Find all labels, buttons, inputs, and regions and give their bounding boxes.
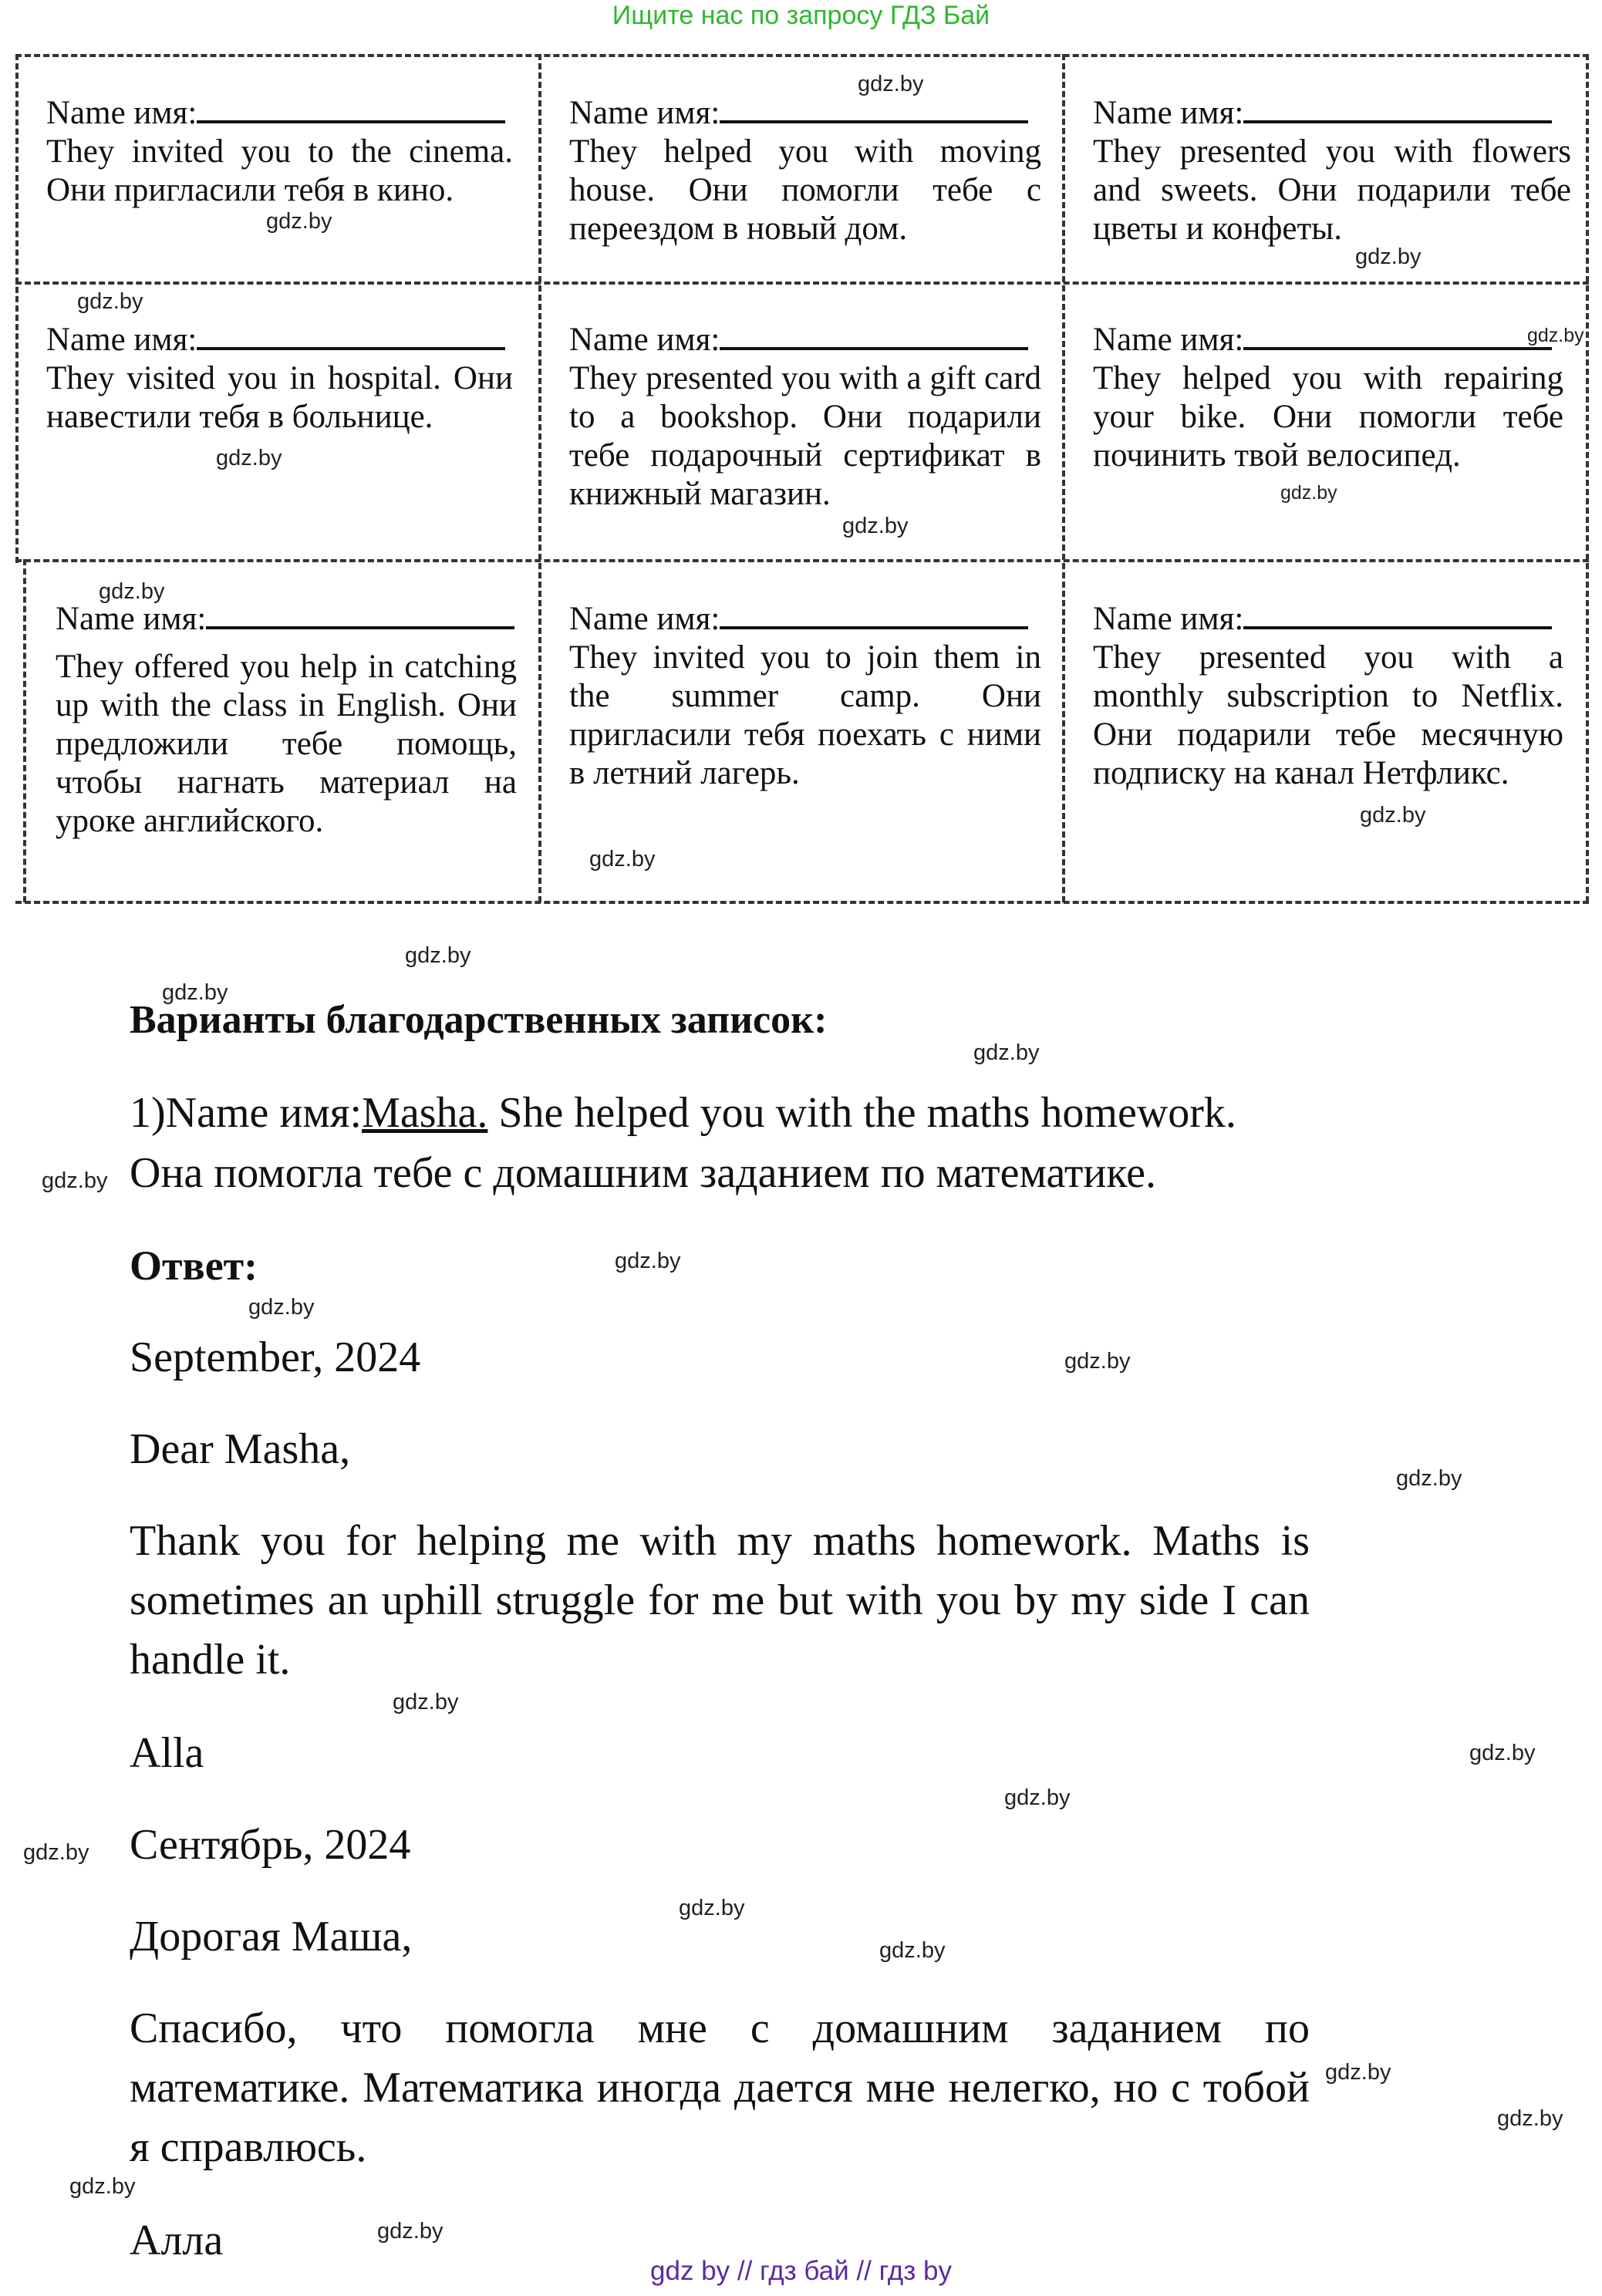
grid-line: [15, 54, 19, 563]
watermark: gdz.by: [879, 1938, 946, 1963]
card-text: They helped you with moving house. Они помогли тебе с переездом в новый дом.: [569, 133, 1041, 247]
card-2: [569, 94, 1041, 248]
watermark: gdz.by: [1469, 1741, 1536, 1765]
card-text: They invited you to join them in the summer camp. Они пригласили тебя поехать с ними в летний лагерь.: [569, 639, 1041, 791]
example-line: 1)Name имя:Masha. She helped you with the maths homework.: [130, 1089, 1236, 1137]
watermark: gdz.by: [615, 1249, 681, 1273]
watermark: gdz.by: [1360, 803, 1426, 828]
watermark: gdz.by: [973, 1040, 1040, 1065]
card-text: They offered you help in catching up with the class in English. Они предложили тебе помощь, чтобы нагнать материал на уроке английского.: [56, 649, 517, 839]
letter-ru-body: Спасибо, что помогла мне с домашним заданием по математике. Математика иногда дается мне нелегко, но с тобой я справлюсь.: [130, 2004, 1310, 2171]
section-title: Варианты благодарственных записок:: [130, 998, 828, 1042]
name-blank: [720, 97, 1028, 123]
watermark: gdz.by: [1497, 2106, 1563, 2131]
card-6: [1093, 321, 1563, 475]
answer-label: Ответ:: [130, 1242, 258, 1289]
watermark: gdz.by: [266, 209, 332, 234]
watermark: gdz.by: [405, 943, 471, 968]
watermark: gdz.by: [216, 446, 282, 470]
name-blank: [1243, 324, 1552, 350]
letter-en-date: September, 2024: [130, 1333, 421, 1381]
card-text: They presented you with a gift card to a bookshop. Они подарили тебе подарочный сертификат в книжный магазин.: [569, 360, 1041, 512]
name-label: Name имя:: [46, 322, 197, 358]
card-text: They presented you with a monthly subscription to Netflix. Они подарили тебе месячную подписку на канал Нетфликс.: [1093, 639, 1563, 791]
watermark: gdz.by: [858, 72, 924, 96]
watermark: gdz.by: [1325, 2060, 1391, 2085]
name-blank: [720, 324, 1028, 350]
name-blank: [197, 97, 505, 123]
grid-line: [15, 54, 1589, 57]
card-text: They presented you with flowers and sweets. Они подарили тебе цветы и конфеты.: [1093, 133, 1571, 247]
grid-line: [15, 901, 1589, 904]
name-blank: [720, 603, 1028, 629]
name-label: Name имя:: [1093, 95, 1244, 131]
card-text: They helped you with repairing your bike. Они помогли тебе починить твой велосипед.: [1093, 360, 1563, 474]
name-label: Name имя:: [569, 322, 720, 358]
watermark: gdz.by: [842, 514, 909, 538]
watermark: gdz.by: [589, 847, 656, 872]
name-label: Name имя:: [56, 601, 207, 637]
watermark: gdz.by: [1064, 1349, 1131, 1374]
watermark: gdz.by: [1527, 325, 1584, 346]
letter-en-signature: Alla: [130, 1729, 204, 1777]
letter-ru-signature: Алла: [130, 2217, 224, 2264]
watermark: gdz.by: [679, 1896, 745, 1920]
card-7: [56, 600, 517, 841]
card-5: [569, 321, 1041, 514]
name-label: Name имя:: [569, 601, 720, 637]
letter-en-greeting: Dear Masha,: [130, 1425, 351, 1473]
watermark: gdz.by: [393, 1690, 459, 1714]
card-1: [46, 94, 513, 210]
watermark: gdz.by: [1355, 244, 1422, 269]
name-label: Name имя:: [1093, 601, 1244, 637]
grid-line: [15, 559, 1589, 562]
name-label: Name имя:: [1093, 322, 1244, 358]
name-blank: [1243, 97, 1552, 123]
top-banner: Ищите нас по запросу ГДЗ Бай: [612, 1, 990, 30]
letter-en-body: Thank you for helping me with my maths homework. Maths is sometimes an uphill struggle for me but with you by my side I can handle it.: [130, 1517, 1310, 1684]
card-text: They visited you in hospital. Они навестили тебя в больнице.: [46, 360, 513, 435]
watermark: gdz.by: [248, 1295, 315, 1320]
name-label: Name имя:: [569, 95, 720, 131]
footer: gdz by // гдз бай // гдз by: [650, 2256, 952, 2286]
letter-ru-greeting: Дорогая Маша,: [130, 1913, 413, 1961]
watermark: gdz.by: [42, 1168, 108, 1193]
grid-line: [1586, 54, 1589, 902]
watermark: gdz.by: [23, 1840, 89, 1865]
grid-line: [23, 559, 26, 902]
name-blank: [197, 324, 505, 350]
grid-line: [1062, 54, 1065, 902]
card-8: [569, 600, 1041, 793]
name-blank: [206, 603, 514, 629]
name-label: Name имя:: [46, 95, 197, 131]
watermark: gdz.by: [1280, 482, 1337, 504]
watermark: gdz.by: [69, 2174, 136, 2199]
card-9: [1093, 600, 1563, 793]
grid-line: [538, 54, 541, 902]
watermark: gdz.by: [162, 980, 228, 1005]
letter-ru-date: Сентябрь, 2024: [130, 1821, 411, 1869]
watermark: gdz.by: [1396, 1466, 1462, 1491]
watermark: gdz.by: [1004, 1785, 1071, 1810]
card-3: [1093, 94, 1571, 248]
card-text: They invited you to the cinema. Они пригласили тебя в кино.: [46, 133, 513, 208]
name-blank: [1243, 603, 1552, 629]
watermark: gdz.by: [99, 579, 165, 604]
example-translation: Она помогла тебе с домашним заданием по математике.: [130, 1149, 1157, 1197]
example-name: Masha.: [362, 1089, 488, 1137]
watermark: gdz.by: [77, 289, 143, 314]
watermark: gdz.by: [377, 2219, 444, 2244]
grid-line: [15, 282, 1589, 285]
card-4: [46, 321, 513, 437]
